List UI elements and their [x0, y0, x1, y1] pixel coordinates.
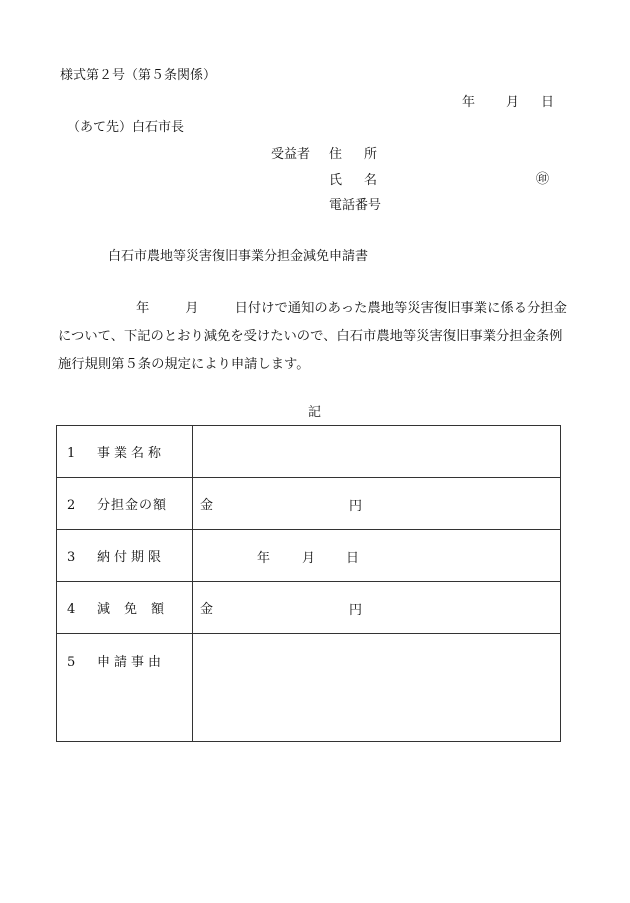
body-year: 年 — [136, 301, 150, 316]
phone-label: 電話番号 — [329, 198, 382, 213]
project-name-field[interactable] — [193, 426, 561, 478]
amount-unit: 円 — [349, 499, 363, 514]
row-label-text: 分担金の額 — [97, 498, 168, 513]
table-row — [57, 582, 561, 634]
table-row — [57, 478, 561, 530]
table-row — [57, 530, 561, 582]
row-label — [57, 478, 193, 530]
due-date-field[interactable] — [193, 530, 561, 582]
body-month: 月 — [185, 301, 199, 316]
table-row — [57, 426, 561, 478]
amount-unit: 円 — [349, 603, 363, 618]
row-label — [57, 582, 193, 634]
ki-heading: 記 — [308, 405, 322, 420]
body-paragraph — [58, 295, 568, 379]
reason-field[interactable] — [193, 634, 561, 742]
row-label-text: 事業名称 — [97, 446, 166, 461]
applicant-label: 受益者 — [271, 147, 311, 162]
body-sentence-start: 日付けで通知のあった農地等災害復旧事業に係る分 — [234, 301, 541, 316]
contribution-amount-field[interactable] — [193, 478, 561, 530]
row-label-text: 申請事由 — [97, 655, 166, 670]
row-label-text: 納付期限 — [97, 550, 166, 565]
reduction-amount-field[interactable] — [193, 582, 561, 634]
date-day-label: 日 — [541, 95, 555, 110]
addressee: （あて先）白石市長 — [67, 120, 185, 135]
address-label: 住所 — [329, 147, 400, 162]
table-row — [57, 634, 561, 742]
amount-prefix: 金 — [200, 498, 214, 513]
date-year-label: 年 — [462, 95, 476, 110]
body-sentence-rest: 担金について、下記のとおり減免を受けたいので、白石市農地等災害復旧事業分担金条例施行規則第５条の規定により申請します。 — [58, 301, 567, 372]
row-number: 2 — [67, 498, 76, 513]
row-number: 1 — [67, 446, 76, 461]
amount-prefix: 金 — [200, 602, 214, 617]
row-label — [57, 426, 193, 478]
date-month-label: 月 — [506, 95, 520, 110]
items-table — [56, 425, 561, 742]
due-year-label: 年 — [257, 551, 271, 566]
row-number: 3 — [67, 550, 76, 565]
row-label — [57, 634, 193, 742]
form-number: 様式第２号（第５条関係） — [60, 68, 217, 83]
name-label: 氏名 — [329, 173, 400, 188]
due-day-label: 日 — [346, 551, 360, 566]
seal-mark: ㊞ — [536, 172, 550, 187]
document-title: 白石市農地等災害復旧事業分担金減免申請書 — [108, 249, 369, 264]
due-month-label: 月 — [302, 551, 316, 566]
row-number: 5 — [67, 655, 76, 670]
row-label — [57, 530, 193, 582]
row-label-text: 減免額 — [97, 602, 179, 617]
row-number: 4 — [67, 602, 76, 617]
